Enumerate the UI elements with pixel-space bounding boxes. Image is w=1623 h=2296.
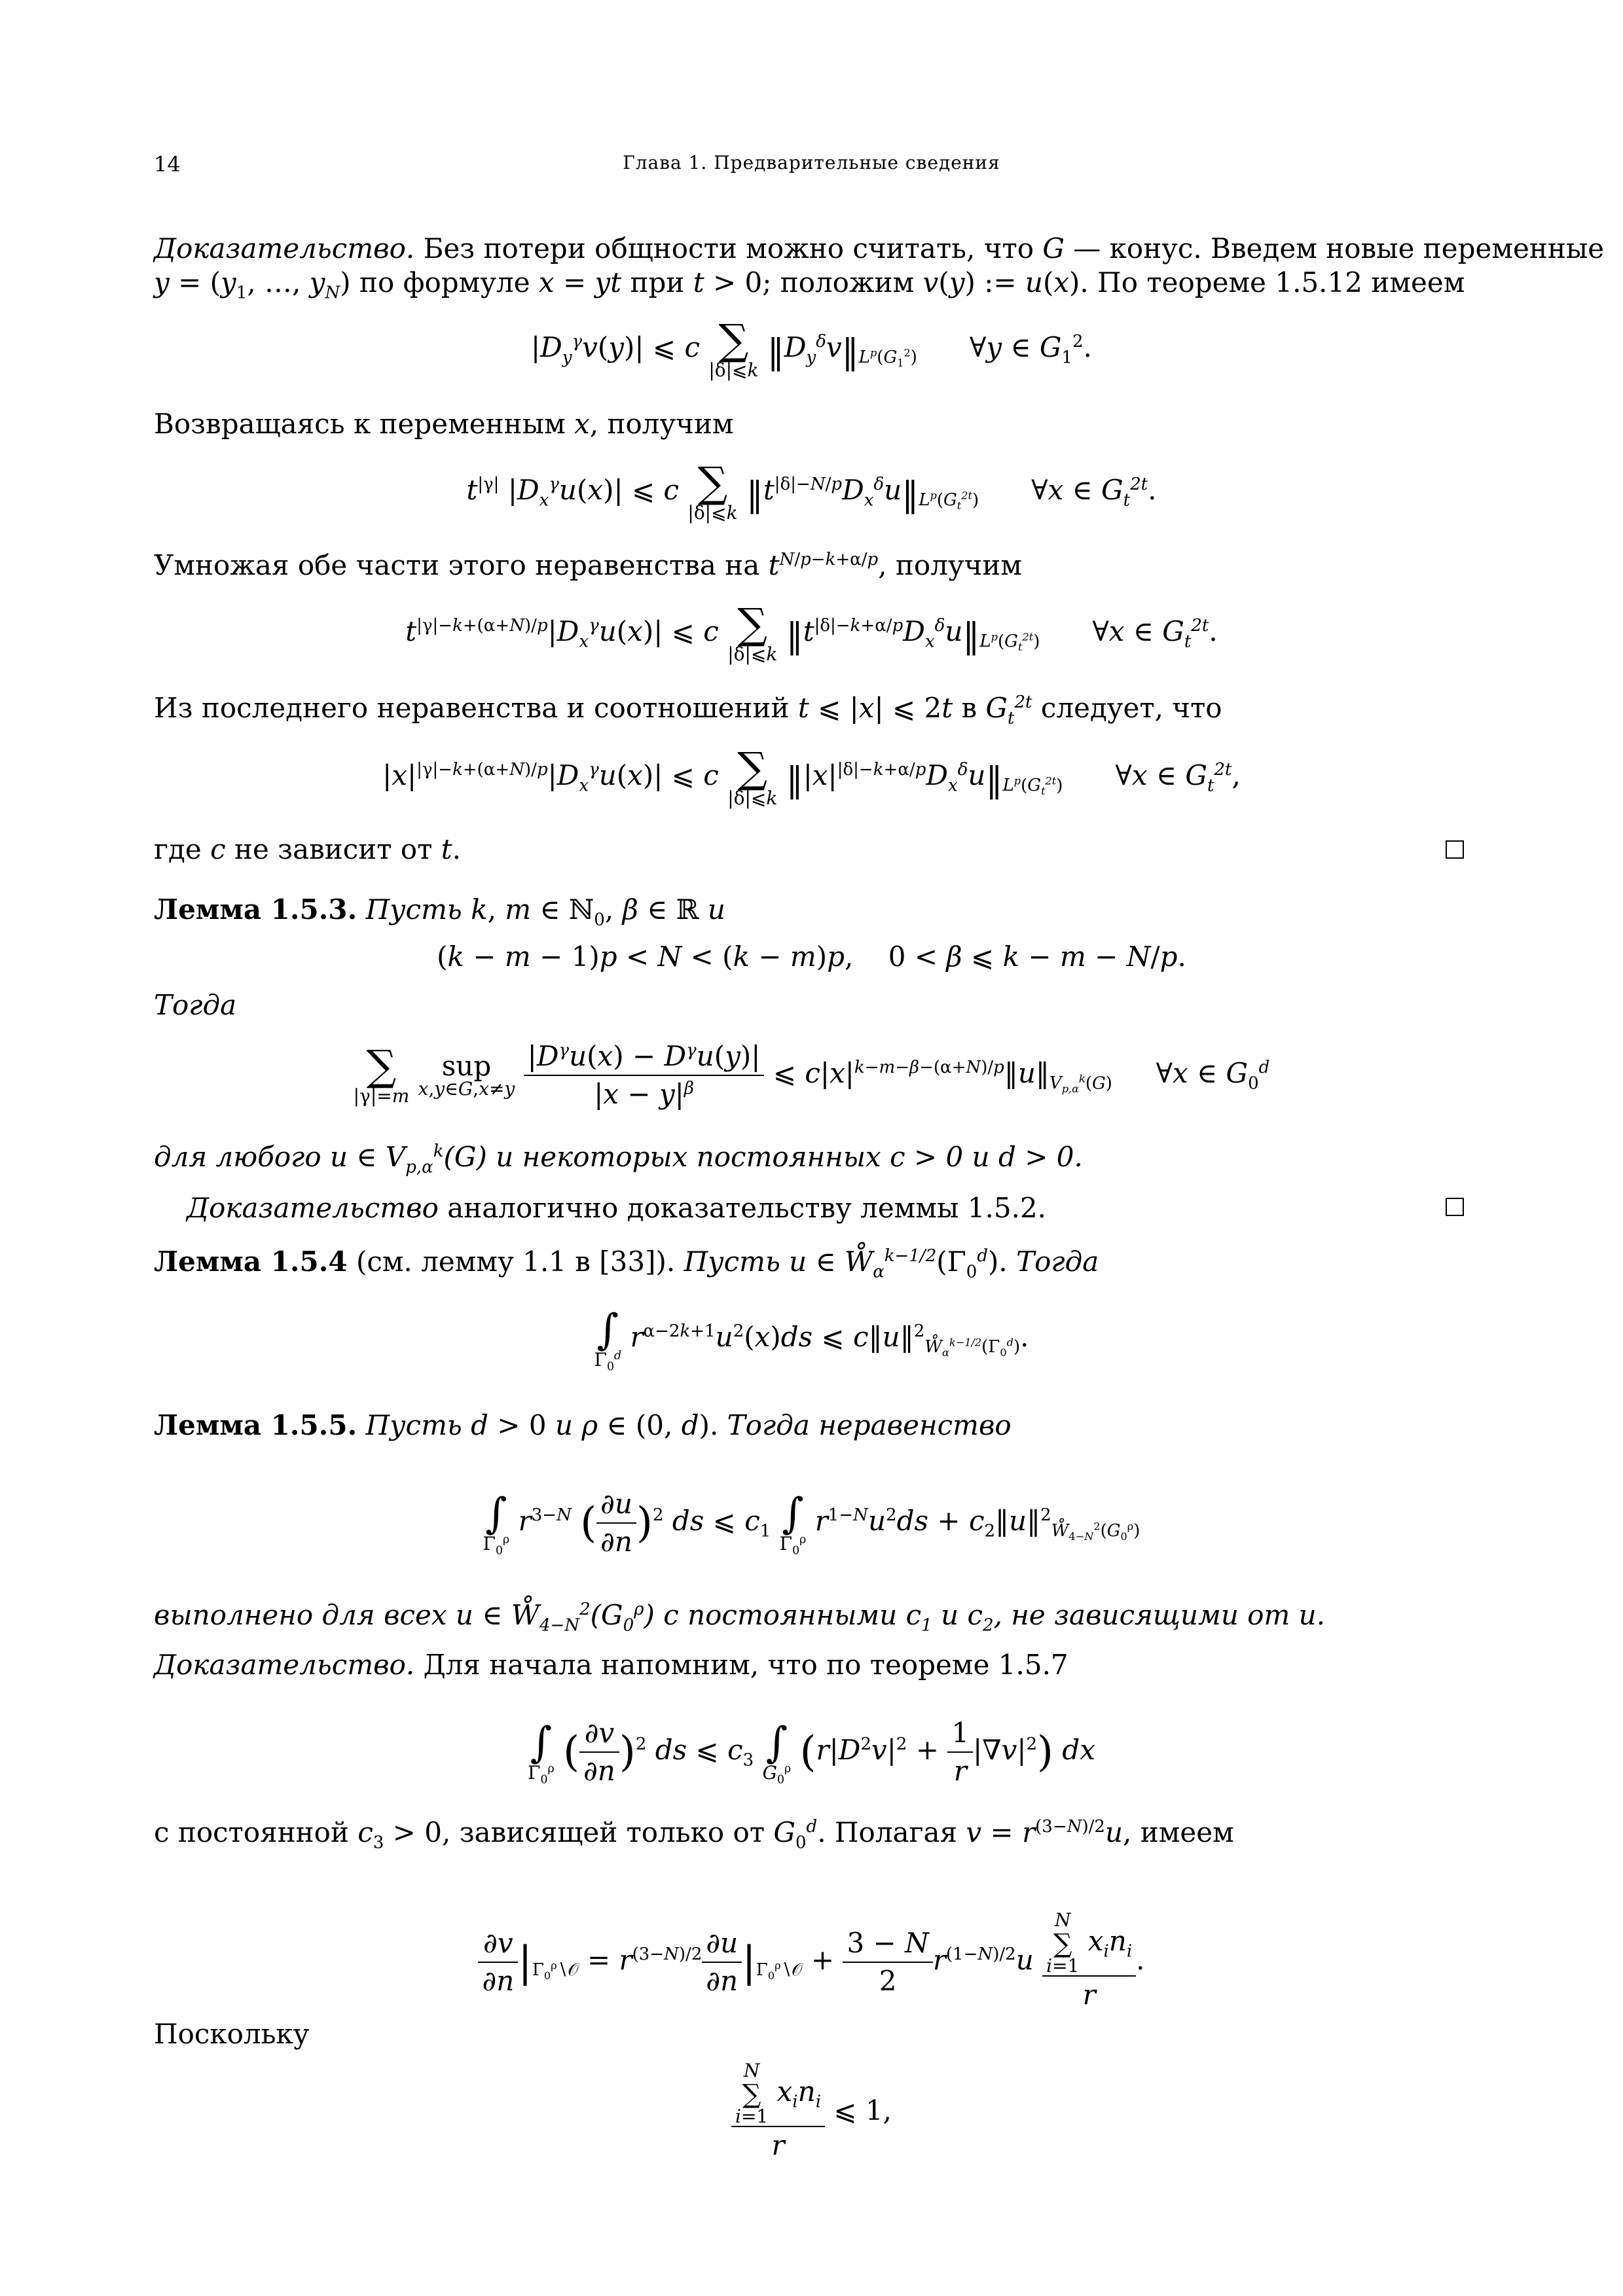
lemma-1-5-5-line-2: с постоянной $c_3 > 0$, зависящей только от $G_0^d$. Полагая $v = r^{(3-N)/2}u$, имеем <box>154 1816 1234 1853</box>
page-number: 14 <box>154 152 181 177</box>
lemma-1-5-5-equation-4: N ∑ i=1 $x_in_i$ r ⩽ 1, <box>0 2062 1623 2164</box>
lemma-1-5-3-equation: ∑ |γ|=m sup x,y∈G,x≠y $\frac{|D^\gamma u(x) - D^\gamma u(y)|}{|x - y|^\beta}$ ⩽ $c|x|^{k-m-\beta-(\alpha+N)/p}‖u‖_{V_{p,\alpha}^k(G)}$ ∀x ∈ $G_0^d$ <box>0 1038 1623 1113</box>
qed-square <box>1446 1198 1464 1216</box>
lemma-1-5-5-tail: выполнено для всех u ∈ $W̊_{4-N}^2(G_0^\rho)$ с постоянными $c_1$ и $c_2$, не зависящими от u. <box>154 1599 1326 1636</box>
proof-line-4: Умножая обе части этого неравенства на $t^{N/p-k+\alpha/p}$, получим <box>154 549 1023 581</box>
since-word: Поскольку <box>154 2018 310 2050</box>
proof-line-3: Возвращаясь к переменным x, получим <box>154 408 734 440</box>
lemma-1-5-5-statement: Лемма 1.5.5. Пусть d > 0 и ρ ∈ (0, d). Тогда неравенство <box>154 1409 1012 1441</box>
lemma-1-5-5-equation-3: $\frac{\partial v}{\partial n}$ $|_{\Gamma_0^\rho∖𝒪} = r^{(3-N)/2}$ $\frac{\partial u}{\partial n}$ $|_{\Gamma_0^\rho∖𝒪}$ + $\frac{3 - N}{2}$ $r^{(1-N)/2}u$ N ∑ i=1 $x_in_i$ r . <box>0 1911 1623 2013</box>
lemma-1-5-3-tail: для любого u ∈ $V_{p,\alpha}^k(G)$ и некоторых постоянных c > 0 и d > 0. <box>154 1141 1083 1177</box>
proof-line-2: $y = (y_1$, …, $y_N$) по формуле x = yt при t > 0; положим v(y) := u(x). По теореме 1.5.12 имеем <box>154 266 1465 303</box>
lemma-1-5-5-equation-2: ∫ $\Gamma_0^\rho$ ( $\frac{\partial v}{\partial n}$ )$^2$ ds ⩽ $c_3$ ∫ $G_0^\rho$ ($r|D^2v|^2$ + $\frac{1}{r}$ $|\nabla v|^2$) dx <box>0 1715 1623 1789</box>
lemma-1-5-4-statement: Лемма 1.5.4 (см. лемму 1.1 в [33]). Пусть u ∈ $W̊_\alpha^{k-1/2}(\Gamma_0^d)$. Тогда <box>154 1246 1099 1282</box>
running-head: Глава 1. Предварительные сведения <box>623 152 1000 173</box>
lemma-1-5-4-equation: ∫ $\Gamma_0^d$ $r^{\alpha-2k+1}u^2(x)ds$ ⩽ c‖u‖$^2_{W̊_\alpha^{k-1/2}(\Gamma_0^d)}$. <box>594 1306 1029 1374</box>
lemma-1-5-5-equation: ∫ $\Gamma_0^\rho$ $r^{3-N}$ ( $\frac{\partial u}{\partial n}$ )$^2$ ds ⩽ $c_1$ ∫ $\Gamma_0^\rho$ $r^{1-N}u^2ds$ + $c_2‖u‖^2_{W̊_{4-N}^2(G_0^\rho)}$ <box>0 1486 1623 1560</box>
lemma-1-5-3-proof: Доказательство аналогично доказательству леммы 1.5.2. <box>187 1192 1047 1224</box>
lemma-1-5-3-statement: Лемма 1.5.3. Пусть k, m ∈ ℕ$_0$, β ∈ ℝ и <box>154 893 725 930</box>
proof-line-6: где c не зависит от t. <box>154 833 461 865</box>
equation-4: $|x|^{|\gamma|-k+(\alpha+N)/p}|D_x^\gamma u(x)|$ ⩽ c ∑ |δ|⩽k $‖|x|^{|\delta|-k+\alpha/p}D_x^\delta u‖_{L^p(G_t^{2t})}$ ∀x ∈ $G_t^{2t}$, <box>382 744 1241 809</box>
equation-2: $t^{|\gamma|}$ $|D_x^\gamma u(x)|$ ⩽ c ∑ |δ|⩽k $‖t^{|\delta|-N/p}D_x^\delta u‖_{L^p(G_t^{2t})}$ ∀x ∈ $G_t^{2t}$. <box>466 459 1157 524</box>
proof-line-1: Доказательство. Без потери общности можно считать, что G — конус. Введем новые переменные <box>154 232 1605 264</box>
lemma-1-5-3-condition: (k − m − 1)p < N < (k − m)p, 0 < β ⩽ k − m − N/p. <box>437 941 1186 973</box>
lemma-1-5-5-proof-intro: Доказательство. Для начала напомним, что по теореме 1.5.7 <box>154 1649 1068 1681</box>
equation-3: $t^{|\gamma|-k+(\alpha+N)/p}|D_x^\gamma u(x)|$ ⩽ c ∑ |δ|⩽k $‖t^{|\delta|-k+\alpha/p}D_x^\delta u‖_{L^p(G_t^{2t})}$ ∀x ∈ $G_t^{2t}$. <box>405 600 1218 665</box>
lemma-1-5-3-then: Тогда <box>154 989 237 1021</box>
proof-line-5: Из последнего неравенства и соотношений t ⩽ |x| ⩽ 2t в $G_t^{2t}$ следует, что <box>154 692 1222 728</box>
equation-1: $|D_y^\gamma v(y)|$ ⩽ c ∑ |δ|⩽k $‖D_y^\delta v‖_{L^p(G_1^2)}$ ∀y ∈ $G_1^2$. <box>531 316 1092 381</box>
qed-square <box>1446 840 1464 859</box>
